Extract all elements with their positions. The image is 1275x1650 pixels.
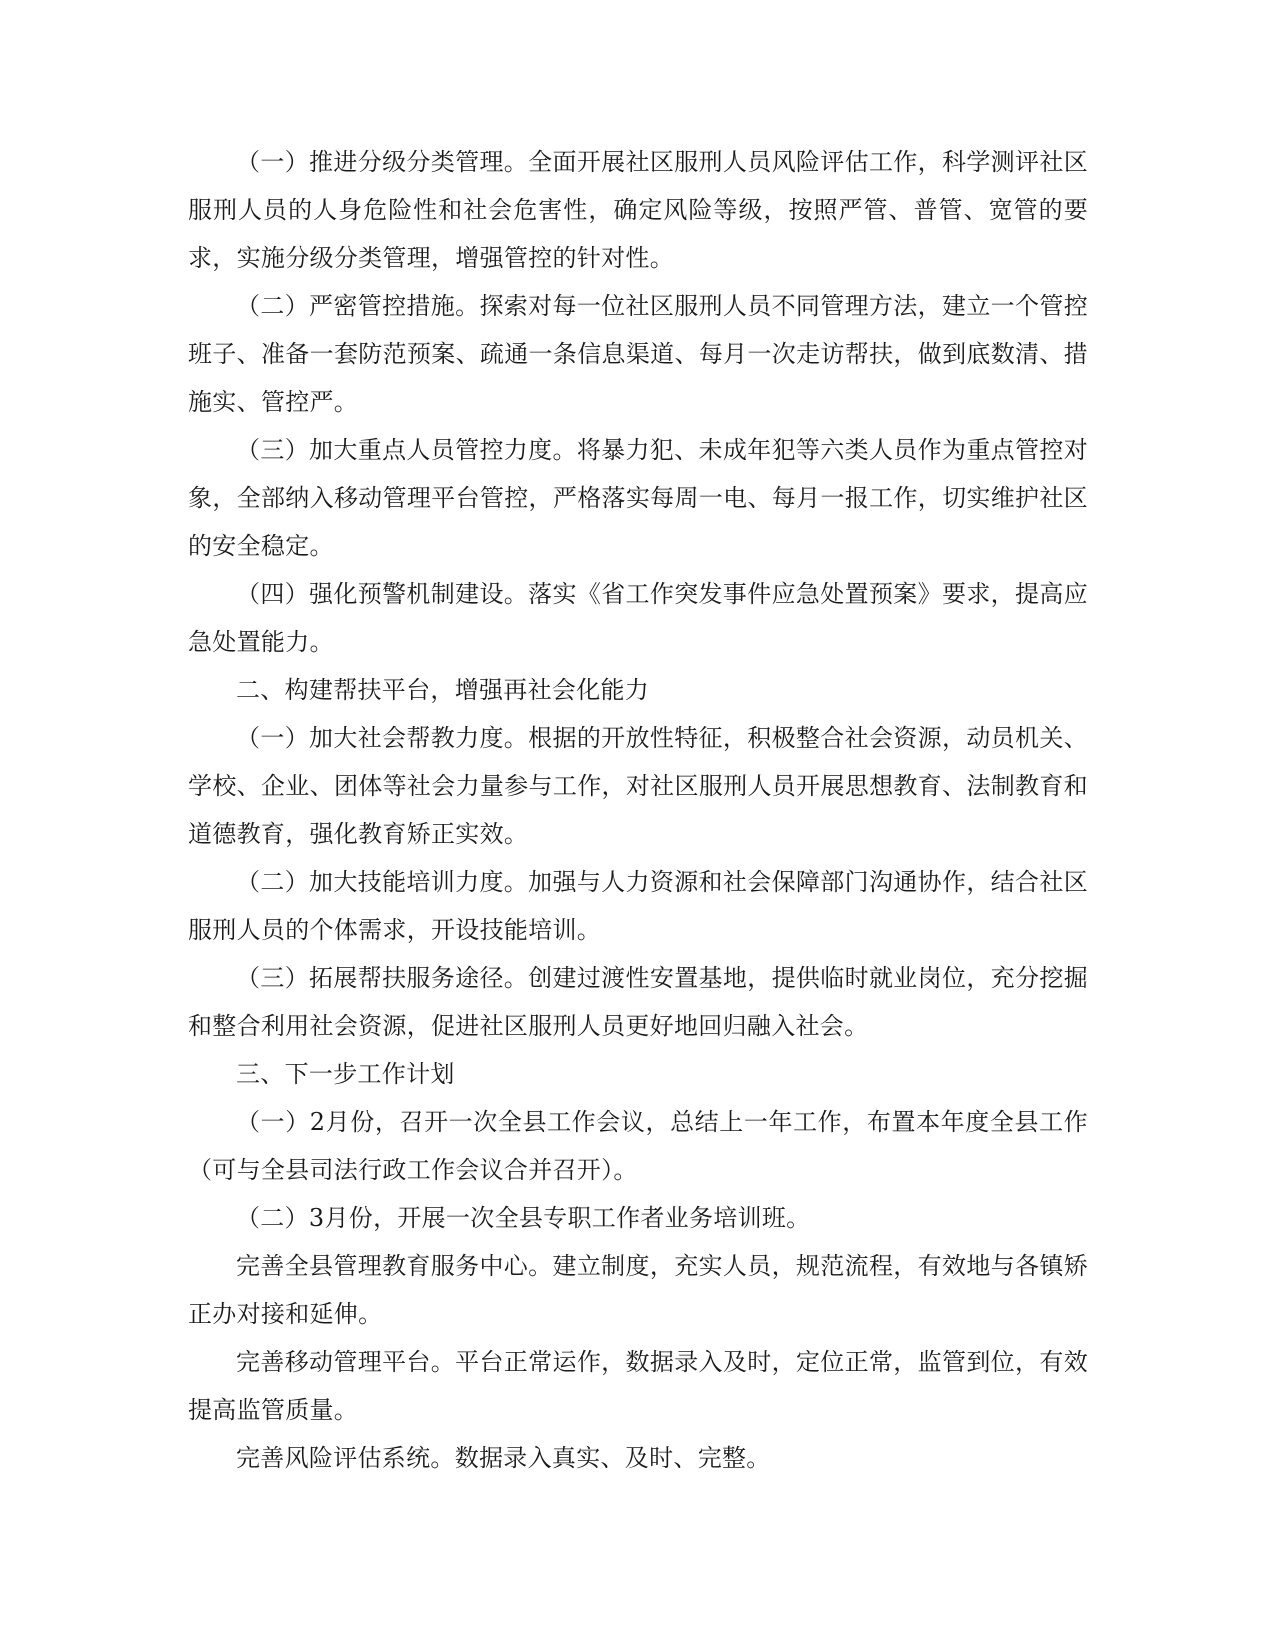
section-heading-next-plan: 三、下一步工作计划: [236, 1060, 455, 1088]
paragraph-march-training: （二）3月份，开展一次全县专职工作者业务培训班。: [236, 1204, 811, 1232]
paragraph-mobile-platform: 完善移动管理平台。平台正常运作，数据录入及时，定位正常，监管到位，有效提高监管质量。: [188, 1348, 1088, 1424]
paragraph-social-education: （一）加大社会帮教力度。根据的开放性特征，积极整合社会资源，动员机关、学校、企业、团体等社会力量参与工作，对社区服刑人员开展思想教育、法制教育和道德教育，强化教育矫正实效。: [188, 724, 1088, 848]
paragraph-support-channels: （三）拓展帮扶服务途径。创建过渡性安置基地，提供临时就业岗位，充分挖掘和整合利用社会资源，促进社区服刑人员更好地回归融入社会。: [188, 964, 1088, 1040]
document-page: [188, 138, 1088, 1482]
paragraph-service-center: 完善全县管理教育服务中心。建立制度，充实人员，规范流程，有效地与各镇矫正办对接和延伸。: [188, 1252, 1088, 1328]
paragraph-early-warning: （四）强化预警机制建设。落实《省工作突发事件应急处置预案》要求，提高应急处置能力。: [188, 580, 1088, 656]
paragraph-graded-management: （一）推进分级分类管理。全面开展社区服刑人员风险评估工作，科学测评社区服刑人员的人身危险性和社会危害性，确定风险等级，按照严管、普管、宽管的要求，实施分级分类管理，增强管控的针对性。: [188, 148, 1088, 272]
paragraph-risk-assessment: 完善风险评估系统。数据录入真实、及时、完整。: [236, 1444, 771, 1472]
paragraph-february-meeting: （一）2月份，召开一次全县工作会议，总结上一年工作，布置本年度全县工作（可与全县司法行政工作会议合并召开）。: [188, 1108, 1088, 1184]
section-heading-support-platform: 二、构建帮扶平台，增强再社会化能力: [236, 676, 650, 704]
paragraph-strict-control: （二）严密管控措施。探索对每一位社区服刑人员不同管理方法，建立一个管控班子、准备一套防范预案、疏通一条信息渠道、每月一次走访帮扶，做到底数清、措施实、管控严。: [188, 292, 1088, 416]
paragraph-skills-training: （二）加大技能培训力度。加强与人力资源和社会保障部门沟通协作，结合社区服刑人员的个体需求，开设技能培训。: [188, 868, 1088, 944]
paragraph-key-personnel: （三）加大重点人员管控力度。将暴力犯、未成年犯等六类人员作为重点管控对象，全部纳入移动管理平台管控，严格落实每周一电、每月一报工作，切实维护社区的安全稳定。: [188, 436, 1088, 560]
